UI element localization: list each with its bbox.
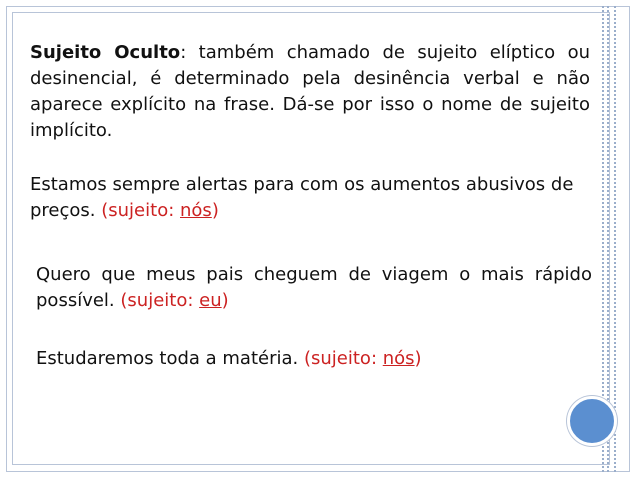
example-3-label-suffix: ) [414, 348, 422, 369]
circle-decoration [567, 396, 617, 446]
example-3-label-prefix: (sujeito: [303, 348, 383, 369]
example-3 [36, 346, 592, 372]
example-1 [30, 172, 602, 224]
example-1-label [101, 200, 219, 221]
example-3-label [304, 348, 422, 369]
example-2-label-prefix: (sujeito: [120, 290, 200, 311]
example-1-label-suffix: ) [211, 200, 219, 221]
example-2-text: Quero que meus pais cheguem de viagem o mais rápido possível. [36, 264, 592, 311]
example-3-subject: nós [382, 348, 415, 369]
example-2-subject: eu [199, 290, 222, 311]
example-2-label-suffix: ) [221, 290, 229, 311]
example-1-text: Estamos sempre alertas para com os aumentos abusivos de preços. [30, 174, 574, 221]
example-1-subject: nós [180, 200, 212, 221]
example-1-label-prefix: (sujeito: [101, 200, 180, 221]
example-2 [36, 262, 592, 314]
example-3-text: Estudaremos toda a matéria. [36, 348, 299, 369]
definition-term: Sujeito Oculto [30, 42, 181, 63]
definition-body: : também chamado de sujeito elíptico ou desinencial, é determinado pela desinência verbal e não aparece explícito na frase. Dá-se por isso o nome de sujeito implícito. [30, 42, 590, 141]
definition-paragraph [30, 40, 590, 144]
example-2-label [120, 290, 228, 311]
